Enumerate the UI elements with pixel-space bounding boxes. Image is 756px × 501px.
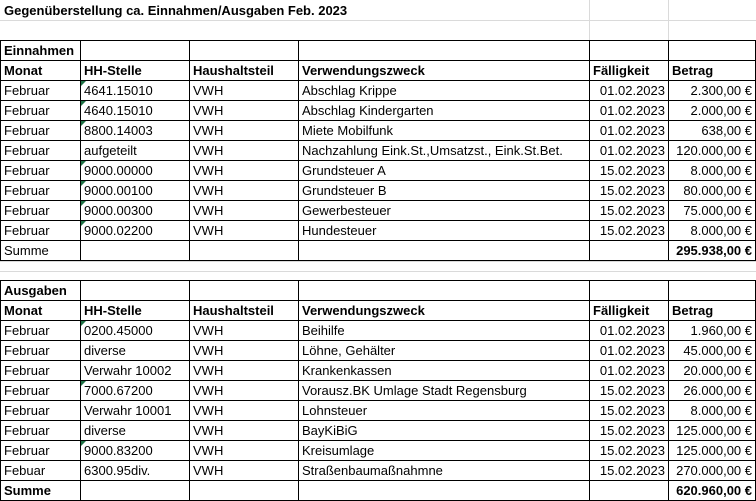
error-indicator-icon xyxy=(81,121,86,126)
verwendungszweck-cell[interactable] xyxy=(299,381,590,401)
haushaltsteil-cell[interactable] xyxy=(190,81,299,101)
monat-cell[interactable] xyxy=(1,201,81,221)
empty-cell[interactable] xyxy=(299,241,590,261)
hh-stelle-cell[interactable] xyxy=(81,221,190,241)
monat-cell-text: Februar xyxy=(4,183,50,198)
faelligkeit-cell[interactable] xyxy=(590,421,669,441)
betrag-cell-text: 75.000,00 € xyxy=(683,203,752,218)
hh-stelle-cell[interactable] xyxy=(81,181,190,201)
haushaltsteil-cell[interactable] xyxy=(190,141,299,161)
haushaltsteil-cell-text: VWH xyxy=(193,83,224,98)
betrag-cell[interactable] xyxy=(669,441,756,461)
monat-cell[interactable] xyxy=(1,361,81,381)
column-header-cell-text: Monat xyxy=(4,303,43,318)
betrag-cell-text: 638,00 € xyxy=(701,123,752,138)
verwendungszweck-cell[interactable] xyxy=(299,161,590,181)
hh-stelle-cell-text: Verwahr 10002 xyxy=(84,363,172,378)
table-row xyxy=(1,181,756,201)
hh-stelle-cell[interactable] xyxy=(81,361,190,381)
empty-cell[interactable] xyxy=(190,41,299,61)
monat-cell-text: Februar xyxy=(4,383,50,398)
table-row xyxy=(1,81,756,101)
verwendungszweck-cell[interactable] xyxy=(299,421,590,441)
sum-value-cell-text: 620.960,00 € xyxy=(676,483,752,498)
monat-cell-text: Februar xyxy=(4,363,50,378)
hh-stelle-cell[interactable] xyxy=(81,401,190,421)
haushaltsteil-cell-text: VWH xyxy=(193,443,224,458)
monat-cell[interactable] xyxy=(1,461,81,481)
error-indicator-icon xyxy=(81,441,86,446)
monat-cell[interactable] xyxy=(1,401,81,421)
verwendungszweck-cell-text: Beihilfe xyxy=(302,323,345,338)
hh-stelle-cell-text: 9000.00100 xyxy=(84,183,153,198)
betrag-cell[interactable] xyxy=(669,121,756,141)
column-header-cell[interactable] xyxy=(81,301,190,321)
table-row xyxy=(1,121,756,141)
column-header-cell[interactable] xyxy=(1,301,81,321)
haushaltsteil-cell-text: VWH xyxy=(193,223,224,238)
monat-cell[interactable] xyxy=(1,421,81,441)
column-header-row xyxy=(1,61,756,81)
empty-cell[interactable] xyxy=(590,41,669,61)
monat-cell[interactable] xyxy=(1,181,81,201)
hh-stelle-cell[interactable] xyxy=(81,381,190,401)
column-header-cell[interactable] xyxy=(299,61,590,81)
hh-stelle-cell-text: diverse xyxy=(84,423,126,438)
column-header-cell-text: Monat xyxy=(4,63,43,78)
gridline xyxy=(668,0,669,40)
gridline xyxy=(589,0,590,40)
sum-label-cell-text: Summe xyxy=(4,483,51,498)
verwendungszweck-cell[interactable] xyxy=(299,141,590,161)
empty-cell[interactable] xyxy=(81,241,190,261)
betrag-cell[interactable] xyxy=(669,221,756,241)
column-header-cell[interactable] xyxy=(299,301,590,321)
table-row xyxy=(1,341,756,361)
faelligkeit-cell-text: 15.02.2023 xyxy=(599,223,665,238)
monat-cell-text: Februar xyxy=(4,403,50,418)
column-header-cell[interactable] xyxy=(590,301,669,321)
hh-stelle-cell-text: aufgeteilt xyxy=(84,143,137,158)
hh-stelle-cell-text: 7000.67200 xyxy=(84,383,153,398)
monat-cell[interactable] xyxy=(1,341,81,361)
hh-stelle-cell-text: 6300.95div. xyxy=(84,463,151,478)
faelligkeit-cell-text: 15.02.2023 xyxy=(599,163,665,178)
haushaltsteil-cell[interactable] xyxy=(190,101,299,121)
column-header-cell-text: Haushaltsteil xyxy=(193,303,274,318)
hh-stelle-cell[interactable] xyxy=(81,141,190,161)
haushaltsteil-cell[interactable] xyxy=(190,181,299,201)
column-header-cell[interactable] xyxy=(81,61,190,81)
faelligkeit-cell[interactable] xyxy=(590,381,669,401)
faelligkeit-cell[interactable] xyxy=(590,221,669,241)
verwendungszweck-cell-text: Lohnsteuer xyxy=(302,403,368,418)
betrag-cell[interactable] xyxy=(669,321,756,341)
sum-row xyxy=(1,481,756,501)
faelligkeit-cell-text: 01.02.2023 xyxy=(599,363,665,378)
column-header-cell[interactable] xyxy=(1,61,81,81)
section-label-row xyxy=(1,281,756,301)
empty-cell[interactable] xyxy=(590,241,669,261)
verwendungszweck-cell[interactable] xyxy=(299,121,590,141)
monat-cell-text: Februar xyxy=(4,103,50,118)
verwendungszweck-cell[interactable] xyxy=(299,101,590,121)
table-row xyxy=(1,221,756,241)
betrag-cell[interactable] xyxy=(669,421,756,441)
sum-row xyxy=(1,241,756,261)
monat-cell-text: Februar xyxy=(4,223,50,238)
verwendungszweck-cell-text: Hundesteuer xyxy=(302,223,377,238)
monat-cell-text: Februar xyxy=(4,423,50,438)
hh-stelle-cell[interactable] xyxy=(81,101,190,121)
column-header-cell[interactable] xyxy=(590,61,669,81)
sum-value-cell-text: 295.938,00 € xyxy=(676,243,752,258)
betrag-cell-text: 270.000,00 € xyxy=(676,463,752,478)
empty-cell[interactable] xyxy=(190,241,299,261)
monat-cell-text: Februar xyxy=(4,83,50,98)
verwendungszweck-cell[interactable] xyxy=(299,341,590,361)
sheet-title: Gegenüberstellung ca. Einnahmen/Ausgaben Feb. 2023 xyxy=(4,3,348,18)
hh-stelle-cell[interactable] xyxy=(81,421,190,441)
haushaltsteil-cell-text: VWH xyxy=(193,103,224,118)
table-row xyxy=(1,361,756,381)
verwendungszweck-cell-text: Straßenbaumaßnahmne xyxy=(302,463,443,478)
faelligkeit-cell-text: 01.02.2023 xyxy=(599,123,665,138)
verwendungszweck-cell[interactable] xyxy=(299,401,590,421)
monat-cell[interactable] xyxy=(1,81,81,101)
verwendungszweck-cell-text: Abschlag Kindergarten xyxy=(302,103,434,118)
faelligkeit-cell[interactable] xyxy=(590,81,669,101)
table-row xyxy=(1,201,756,221)
betrag-cell[interactable] xyxy=(669,161,756,181)
monat-cell-text: Februar xyxy=(4,203,50,218)
haushaltsteil-cell-text: VWH xyxy=(193,143,224,158)
hh-stelle-cell[interactable] xyxy=(81,341,190,361)
empty-cell[interactable] xyxy=(81,281,190,301)
monat-cell-text: Februar xyxy=(4,323,50,338)
column-header-cell[interactable] xyxy=(669,61,756,81)
column-header-cell-text: HH-Stelle xyxy=(84,303,142,318)
empty-cell[interactable] xyxy=(190,281,299,301)
column-header-cell-text: Betrag xyxy=(672,303,714,318)
sum-label-cell[interactable] xyxy=(1,241,81,261)
monat-cell-text: Februar xyxy=(4,443,50,458)
error-indicator-icon xyxy=(81,321,86,326)
monat-cell[interactable] xyxy=(1,321,81,341)
faelligkeit-cell-text: 15.02.2023 xyxy=(599,203,665,218)
gridline xyxy=(0,261,756,262)
empty-cell[interactable] xyxy=(299,41,590,61)
faelligkeit-cell-text: 15.02.2023 xyxy=(599,463,665,478)
betrag-cell-text: 45.000,00 € xyxy=(683,343,752,358)
hh-stelle-cell-text: 4641.15010 xyxy=(84,83,153,98)
faelligkeit-cell[interactable] xyxy=(590,141,669,161)
verwendungszweck-cell[interactable] xyxy=(299,201,590,221)
column-header-cell[interactable] xyxy=(669,301,756,321)
haushaltsteil-cell[interactable] xyxy=(190,401,299,421)
faelligkeit-cell[interactable] xyxy=(590,321,669,341)
monat-cell-text: Febuar xyxy=(4,463,46,478)
column-header-cell-text: Fälligkeit xyxy=(593,303,650,318)
empty-cell[interactable] xyxy=(81,41,190,61)
haushaltsteil-cell[interactable] xyxy=(190,121,299,141)
column-header-cell-text: Haushaltsteil xyxy=(193,63,274,78)
empty-cell[interactable] xyxy=(190,481,299,501)
monat-cell[interactable] xyxy=(1,101,81,121)
faelligkeit-cell-text: 15.02.2023 xyxy=(599,443,665,458)
empty-cell[interactable] xyxy=(669,41,756,61)
verwendungszweck-cell[interactable] xyxy=(299,221,590,241)
einnahmen-table xyxy=(0,40,756,261)
haushaltsteil-cell-text: VWH xyxy=(193,463,224,478)
error-indicator-icon xyxy=(81,181,86,186)
betrag-cell-text: 125.000,00 € xyxy=(676,443,752,458)
haushaltsteil-cell[interactable] xyxy=(190,381,299,401)
haushaltsteil-cell-text: VWH xyxy=(193,323,224,338)
faelligkeit-cell-text: 01.02.2023 xyxy=(599,343,665,358)
monat-cell[interactable] xyxy=(1,381,81,401)
table-row xyxy=(1,401,756,421)
faelligkeit-cell[interactable] xyxy=(590,121,669,141)
haushaltsteil-cell-text: VWH xyxy=(193,163,224,178)
haushaltsteil-cell[interactable] xyxy=(190,421,299,441)
verwendungszweck-cell[interactable] xyxy=(299,81,590,101)
faelligkeit-cell-text: 15.02.2023 xyxy=(599,383,665,398)
error-indicator-icon xyxy=(81,221,86,226)
haushaltsteil-cell[interactable] xyxy=(190,361,299,381)
haushaltsteil-cell-text: VWH xyxy=(193,203,224,218)
section-label-row xyxy=(1,41,756,61)
gridline xyxy=(0,20,756,21)
hh-stelle-cell-text: diverse xyxy=(84,343,126,358)
hh-stelle-cell[interactable] xyxy=(81,201,190,221)
column-header-row xyxy=(1,301,756,321)
verwendungszweck-cell-text: Vorausz.BK Umlage Stadt Regensburg xyxy=(302,383,527,398)
verwendungszweck-cell-text: Abschlag Krippe xyxy=(302,83,397,98)
sum-label-cell[interactable] xyxy=(1,481,81,501)
section-label-cell[interactable] xyxy=(1,281,81,301)
table-row xyxy=(1,101,756,121)
faelligkeit-cell[interactable] xyxy=(590,361,669,381)
faelligkeit-cell[interactable] xyxy=(590,441,669,461)
table-row xyxy=(1,461,756,481)
haushaltsteil-cell[interactable] xyxy=(190,221,299,241)
empty-cell[interactable] xyxy=(590,481,669,501)
monat-cell-text: Februar xyxy=(4,163,50,178)
hh-stelle-cell[interactable] xyxy=(81,441,190,461)
hh-stelle-cell-text: Verwahr 10001 xyxy=(84,403,172,418)
empty-cell[interactable] xyxy=(81,481,190,501)
haushaltsteil-cell-text: VWH xyxy=(193,423,224,438)
column-header-cell-text: Verwendungszweck xyxy=(302,63,425,78)
hh-stelle-cell[interactable] xyxy=(81,161,190,181)
haushaltsteil-cell-text: VWH xyxy=(193,383,224,398)
haushaltsteil-cell[interactable] xyxy=(190,461,299,481)
haushaltsteil-cell[interactable] xyxy=(190,201,299,221)
verwendungszweck-cell-text: Miete Mobilfunk xyxy=(302,123,394,138)
faelligkeit-cell-text: 01.02.2023 xyxy=(599,143,665,158)
monat-cell[interactable] xyxy=(1,221,81,241)
faelligkeit-cell-text: 01.02.2023 xyxy=(599,323,665,338)
table-row xyxy=(1,441,756,461)
betrag-cell-text: 20.000,00 € xyxy=(683,363,752,378)
monat-cell[interactable] xyxy=(1,141,81,161)
hh-stelle-cell[interactable] xyxy=(81,121,190,141)
faelligkeit-cell-text: 15.02.2023 xyxy=(599,183,665,198)
betrag-cell[interactable] xyxy=(669,141,756,161)
table-row xyxy=(1,421,756,441)
haushaltsteil-cell[interactable] xyxy=(190,441,299,461)
column-header-cell-text: Fälligkeit xyxy=(593,63,650,78)
faelligkeit-cell[interactable] xyxy=(590,181,669,201)
error-indicator-icon xyxy=(81,81,86,86)
table-row xyxy=(1,161,756,181)
error-indicator-icon xyxy=(81,101,86,106)
betrag-cell[interactable] xyxy=(669,341,756,361)
faelligkeit-cell[interactable] xyxy=(590,101,669,121)
monat-cell-text: Februar xyxy=(4,123,50,138)
empty-cell[interactable] xyxy=(590,281,669,301)
verwendungszweck-cell-text: Kreisumlage xyxy=(302,443,375,458)
monat-cell[interactable] xyxy=(1,121,81,141)
verwendungszweck-cell[interactable] xyxy=(299,181,590,201)
faelligkeit-cell[interactable] xyxy=(590,341,669,361)
haushaltsteil-cell-text: VWH xyxy=(193,183,224,198)
hh-stelle-cell-text: 4640.15010 xyxy=(84,103,153,118)
verwendungszweck-cell-text: Nachzahlung Eink.St.,Umsatzst., Eink.St.Bet. xyxy=(302,143,563,158)
betrag-cell-text: 8.000,00 € xyxy=(690,163,752,178)
verwendungszweck-cell-text: Grundsteuer B xyxy=(302,183,387,198)
betrag-cell-text: 2.000,00 € xyxy=(690,103,752,118)
gridline xyxy=(0,271,756,272)
table-row xyxy=(1,321,756,341)
section-label-cell[interactable] xyxy=(1,41,81,61)
hh-stelle-cell[interactable] xyxy=(81,461,190,481)
error-indicator-icon xyxy=(81,201,86,206)
hh-stelle-cell-text: 9000.00000 xyxy=(84,163,153,178)
column-header-cell[interactable] xyxy=(190,61,299,81)
verwendungszweck-cell-text: Grundsteuer A xyxy=(302,163,386,178)
verwendungszweck-cell[interactable] xyxy=(299,361,590,381)
column-header-cell-text: Betrag xyxy=(672,63,714,78)
faelligkeit-cell-text: 01.02.2023 xyxy=(599,83,665,98)
faelligkeit-cell-text: 15.02.2023 xyxy=(599,423,665,438)
betrag-cell-text: 8.000,00 € xyxy=(690,403,752,418)
monat-cell[interactable] xyxy=(1,161,81,181)
faelligkeit-cell[interactable] xyxy=(590,161,669,181)
haushaltsteil-cell-text: VWH xyxy=(193,343,224,358)
empty-cell[interactable] xyxy=(669,281,756,301)
verwendungszweck-cell-text: BayKiBiG xyxy=(302,423,358,438)
sum-label-cell-text: Summe xyxy=(4,243,49,258)
betrag-cell[interactable] xyxy=(669,361,756,381)
sum-value-cell[interactable] xyxy=(669,241,756,261)
table-row xyxy=(1,141,756,161)
hh-stelle-cell-text: 9000.83200 xyxy=(84,443,153,458)
verwendungszweck-cell-text: Gewerbesteuer xyxy=(302,203,391,218)
monat-cell-text: Februar xyxy=(4,343,50,358)
verwendungszweck-cell-text: Krankenkassen xyxy=(302,363,392,378)
betrag-cell[interactable] xyxy=(669,81,756,101)
table-row xyxy=(1,381,756,401)
hh-stelle-cell[interactable] xyxy=(81,321,190,341)
betrag-cell-text: 2.300,00 € xyxy=(690,83,752,98)
column-header-cell-text: HH-Stelle xyxy=(84,63,142,78)
betrag-cell[interactable] xyxy=(669,201,756,221)
hh-stelle-cell-text: 9000.00300 xyxy=(84,203,153,218)
verwendungszweck-cell[interactable] xyxy=(299,461,590,481)
faelligkeit-cell-text: 01.02.2023 xyxy=(599,103,665,118)
error-indicator-icon xyxy=(81,381,86,386)
haushaltsteil-cell[interactable] xyxy=(190,341,299,361)
ausgaben-table xyxy=(0,280,756,501)
faelligkeit-cell[interactable] xyxy=(590,201,669,221)
sum-value-cell[interactable] xyxy=(669,481,756,501)
faelligkeit-cell[interactable] xyxy=(590,461,669,481)
betrag-cell[interactable] xyxy=(669,101,756,121)
betrag-cell[interactable] xyxy=(669,461,756,481)
hh-stelle-cell-text: 8800.14003 xyxy=(84,123,153,138)
betrag-cell-text: 1.960,00 € xyxy=(690,323,752,338)
hh-stelle-cell-text: 0200.45000 xyxy=(84,323,153,338)
haushaltsteil-cell[interactable] xyxy=(190,321,299,341)
monat-cell-text: Februar xyxy=(4,143,50,158)
monat-cell[interactable] xyxy=(1,441,81,461)
hh-stelle-cell[interactable] xyxy=(81,81,190,101)
betrag-cell-text: 8.000,00 € xyxy=(690,223,752,238)
haushaltsteil-cell[interactable] xyxy=(190,161,299,181)
verwendungszweck-cell-text: Löhne, Gehälter xyxy=(302,343,396,358)
section-label-cell-text: Ausgaben xyxy=(4,283,67,298)
betrag-cell[interactable] xyxy=(669,401,756,421)
betrag-cell-text: 120.000,00 € xyxy=(676,143,752,158)
betrag-cell-text: 80.000,00 € xyxy=(683,183,752,198)
betrag-cell-text: 125.000,00 € xyxy=(676,423,752,438)
haushaltsteil-cell-text: VWH xyxy=(193,363,224,378)
betrag-cell[interactable] xyxy=(669,181,756,201)
empty-cell[interactable] xyxy=(299,281,590,301)
haushaltsteil-cell-text: VWH xyxy=(193,123,224,138)
section-label-cell-text: Einnahmen xyxy=(4,43,75,58)
betrag-cell[interactable] xyxy=(669,381,756,401)
faelligkeit-cell[interactable] xyxy=(590,401,669,421)
error-indicator-icon xyxy=(81,161,86,166)
verwendungszweck-cell[interactable] xyxy=(299,441,590,461)
verwendungszweck-cell[interactable] xyxy=(299,321,590,341)
haushaltsteil-cell-text: VWH xyxy=(193,403,224,418)
column-header-cell[interactable] xyxy=(190,301,299,321)
faelligkeit-cell-text: 15.02.2023 xyxy=(599,403,665,418)
empty-cell[interactable] xyxy=(299,481,590,501)
betrag-cell-text: 26.000,00 € xyxy=(683,383,752,398)
column-header-cell-text: Verwendungszweck xyxy=(302,303,425,318)
hh-stelle-cell-text: 9000.02200 xyxy=(84,223,153,238)
